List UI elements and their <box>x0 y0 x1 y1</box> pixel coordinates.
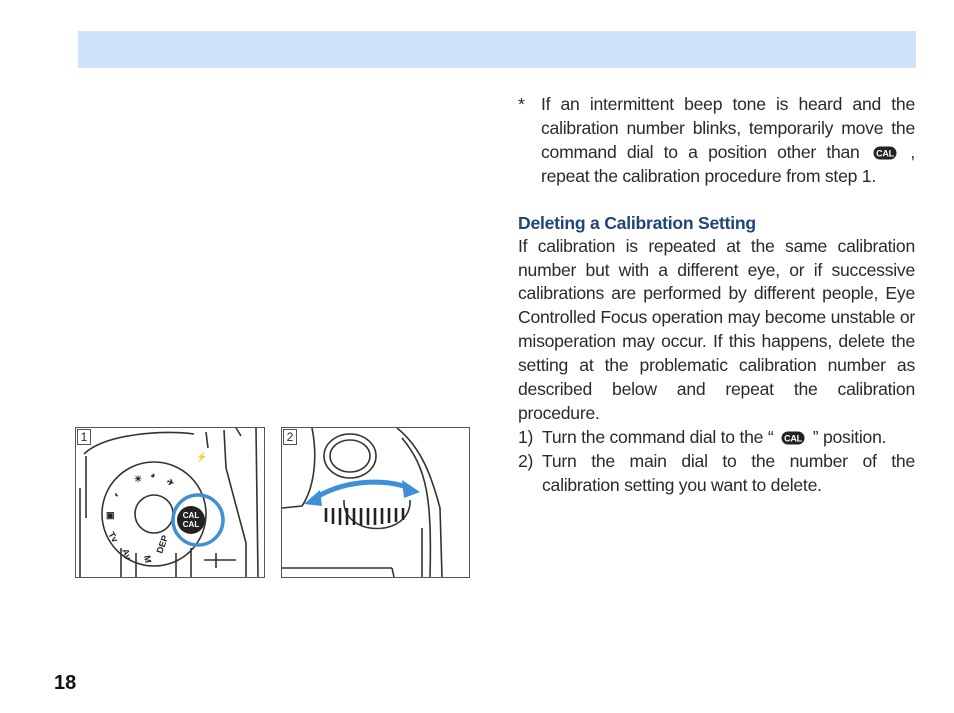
step-number: 1) <box>518 426 534 447</box>
svg-text:CAL: CAL <box>876 148 894 159</box>
note-text-after: , repeat the calibration procedure from step 1. <box>541 141 916 186</box>
dial-cal-label-2: CAL <box>182 520 200 529</box>
step-text-before: Turn the command dial to the “ <box>542 426 774 447</box>
svg-text:⚡: ⚡ <box>196 452 208 462</box>
cal-icon <box>781 431 805 445</box>
svg-text:Av: Av <box>120 547 134 562</box>
cal-icon <box>873 146 897 160</box>
step-text-after: ” position. <box>812 426 887 447</box>
text-column <box>518 93 915 498</box>
page-number: 18 <box>54 672 77 694</box>
mode-dial-illustration <box>76 428 264 577</box>
figure-1-mode-dial <box>75 427 265 578</box>
svg-text:CAL: CAL <box>784 433 802 444</box>
note-bullet: * <box>518 94 525 114</box>
header-bar <box>78 31 916 68</box>
svg-text:Tv: Tv <box>106 530 121 545</box>
step-text: Turn the main dial to the number of the calibration setting you want to delete. <box>542 450 915 495</box>
svg-text:✈: ✈ <box>165 476 176 489</box>
svg-text:▣: ▣ <box>106 510 115 520</box>
svg-text:DEP: DEP <box>154 533 171 555</box>
note-paragraph <box>518 93 915 189</box>
note-text-before: If an intermittent beep tone is heard and the calibration number blinks, temporarily move the command dial to a position other than <box>541 94 915 162</box>
step-number: 2) <box>518 450 534 471</box>
figure-number: 1 <box>77 429 91 445</box>
figure-number: 2 <box>283 429 297 445</box>
step-1 <box>518 426 915 450</box>
svg-text:◐: ◐ <box>112 488 122 500</box>
dial-cal-label: CAL <box>182 511 200 520</box>
step-2 <box>518 450 915 498</box>
command-dial-illustration <box>282 428 469 577</box>
section-heading: Deleting a Calibration Setting <box>518 212 756 233</box>
svg-text:☀: ☀ <box>134 474 143 484</box>
svg-text:◕: ◕ <box>150 470 156 480</box>
figure-2-command-dial <box>281 427 470 578</box>
svg-text:M: M <box>142 554 154 564</box>
section-body: If calibration is repeated at the same calibration number but with a different eye, or if successive calibrations are performed by different people, Eye Controlled Focus operation may become unstable or misoperation may occur. If this happens, delete the setting at the problematic calibration number as described below and repeat the calibration procedure. <box>518 235 915 423</box>
